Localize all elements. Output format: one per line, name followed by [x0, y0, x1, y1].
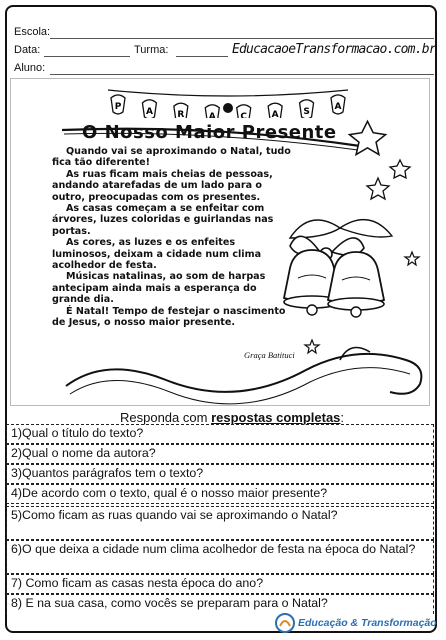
story-paragraph: As ruas ficam mais cheias de pessoas, andando atarefadas de um lado para o outro, preocupadas com os presentes.: [52, 168, 273, 203]
questions-intro: Responda com: [120, 410, 208, 425]
question-box: [6, 506, 434, 540]
question-box: [6, 464, 434, 484]
question-text: 4)De acordo com o texto, qual é o nosso maior presente?: [11, 486, 328, 500]
footer-logo: [274, 612, 437, 634]
question-box: [6, 540, 434, 574]
questions-intro-end: :: [340, 410, 345, 425]
story-paragraph: Quando vai se aproximando o Natal, tudo fica tão diferente!: [52, 146, 291, 169]
banner-letter: A: [208, 111, 216, 118]
school-line: [50, 38, 434, 39]
question-box: [6, 444, 434, 464]
site-url: EducacaoeTransformacao.com.br: [232, 42, 436, 57]
story-paragraph: As cores, as luzes e os enfeites luminosos, deixam a cidade num clima acolhedor de festa.: [52, 237, 262, 272]
questions-header: [120, 410, 344, 425]
question-text: 3)Quantos parágrafos tem o texto?: [11, 466, 204, 480]
banner-letter: C: [240, 111, 248, 118]
story-paragraph: As casas começam a se enfeitar com árvores, luzes coloridas e guirlandas nas portas.: [52, 203, 274, 237]
story-title: O Nosso Maior Presente: [82, 122, 337, 143]
date-line: [44, 56, 130, 57]
story-author: Graça Batituci: [244, 350, 295, 360]
story-paragraph: É Natal! Tempo de festejar o nascimento de Jesus, o nosso maior presente.: [52, 305, 286, 329]
question-text: 8) E na sua casa, como vocês se preparam para o Natal?: [11, 596, 328, 610]
question-text: 7) Como ficam as casas nesta época do ano?: [11, 576, 264, 590]
school-label: Escola:: [14, 26, 51, 38]
question-text: 1)Qual o título do texto?: [11, 426, 144, 440]
banner-letter: P: [114, 101, 122, 112]
questions-intro-bold: respostas completas: [211, 410, 341, 425]
banner-letter: R: [177, 110, 185, 118]
logo-icon: [274, 612, 296, 634]
student-row: [14, 62, 434, 78]
banner-letter: S: [303, 106, 310, 117]
banner-ornament: [223, 103, 233, 113]
question-box: [6, 484, 434, 504]
question-text: 6)O que deixa a cidade num clima acolhedor de festa na época do Natal?: [11, 542, 416, 556]
question-text: 2)Qual o nome da autora?: [11, 446, 156, 460]
student-label: Aluno:: [14, 62, 46, 74]
question-box: [6, 424, 434, 444]
banner-letter: A: [334, 101, 342, 112]
class-line: [176, 56, 228, 57]
story-paragraph: Músicas natalinas, ao som de harpas antecipam ainda mais a esperança do grande dia.: [52, 271, 266, 306]
class-label: Turma:: [134, 44, 169, 56]
date-label: Data:: [14, 44, 41, 56]
para-casa-banner: [104, 84, 352, 118]
question-box: [6, 574, 434, 594]
banner-letter: A: [271, 110, 279, 118]
student-line: [50, 74, 434, 75]
banner-letter: A: [145, 106, 153, 117]
school-row: [14, 26, 434, 42]
footer-logo-text: Educação & Transformação: [298, 617, 437, 629]
question-box: [6, 594, 434, 614]
question-text: 5)Como ficam as ruas quando vai se aproximando o Natal?: [11, 508, 338, 522]
